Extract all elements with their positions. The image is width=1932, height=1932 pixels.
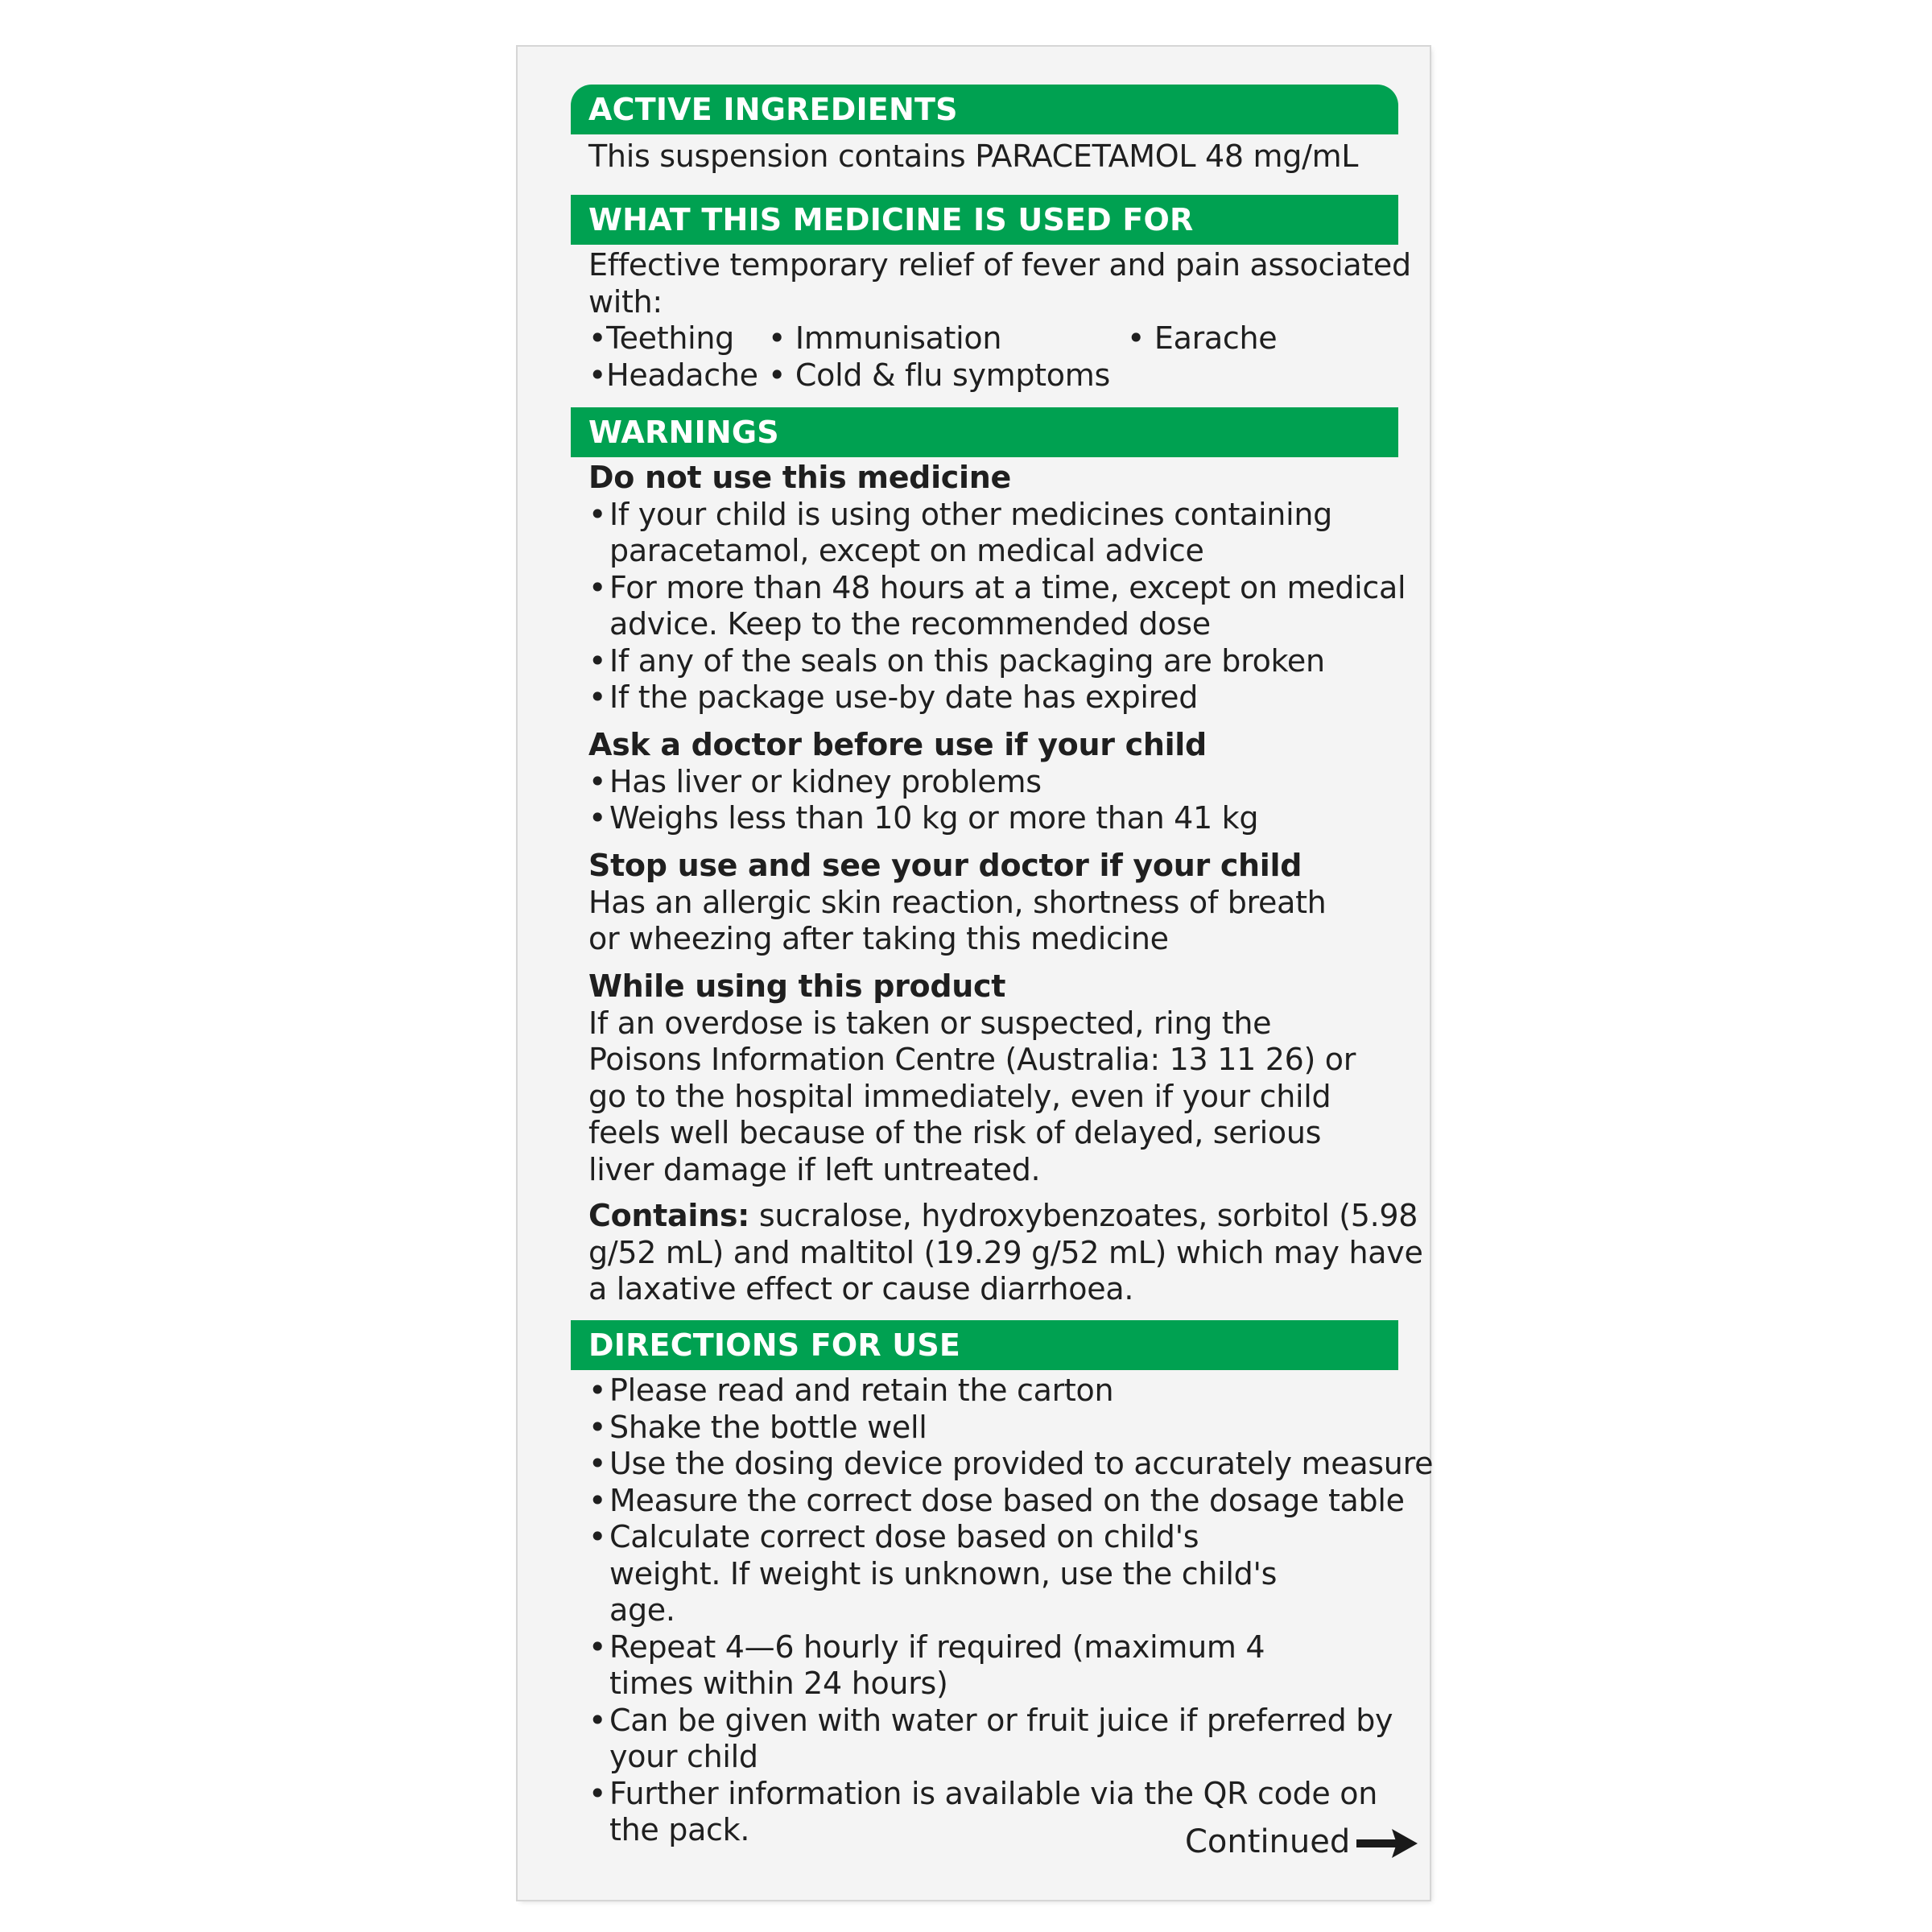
direction-item: • Repeat 4—6 hourly if required (maximum 4 times within 24 hours) bbox=[588, 1629, 1350, 1703]
use-item-teething: •Teething bbox=[588, 320, 734, 356]
ask-doctor-title: Ask a doctor before use if your child bbox=[588, 727, 1207, 762]
direction-item: • Please read and retain the carton bbox=[588, 1373, 1434, 1410]
do-not-use-item: • If the package use-by date has expired bbox=[588, 679, 1434, 716]
uses-intro bbox=[588, 247, 1434, 320]
contains-text: sucralose, hydroxybenzoates, sorbitol (5.98 g/52 mL) and maltitol (19.29 g/52 mL) which may have a laxative effect or cause diarrhoea. bbox=[588, 1198, 1423, 1307]
direction-item: • Further information is available via the QR code on the pack. bbox=[588, 1776, 1406, 1849]
use-item-headache: •Headache bbox=[588, 357, 758, 393]
direction-item: • Use the dosing device provided to accurately measure bbox=[588, 1446, 1434, 1483]
stop-use-title: Stop use and see your doctor if your child bbox=[588, 848, 1302, 883]
uses-heading: WHAT THIS MEDICINE IS USED FOR bbox=[571, 195, 1398, 245]
do-not-use-item: • If any of the seals on this packaging are broken bbox=[588, 643, 1434, 680]
direction-item: • Calculate correct dose based on child's weight. If weight is unknown, use the child's age. bbox=[588, 1519, 1318, 1629]
ask-doctor-section bbox=[588, 727, 1434, 837]
warnings-heading: WARNINGS bbox=[571, 407, 1398, 457]
use-item-cold-flu: • Cold & flu symptoms bbox=[768, 357, 1110, 393]
direction-item: • Can be given with water or fruit juice if preferred by your child bbox=[588, 1703, 1414, 1776]
directions-heading: DIRECTIONS FOR USE bbox=[571, 1320, 1398, 1370]
do-not-use-title: Do not use this medicine bbox=[588, 460, 1011, 495]
while-using-title: While using this product bbox=[588, 968, 1006, 1004]
right-arrow-icon bbox=[1355, 1827, 1419, 1861]
while-using-text: If an overdose is taken or suspected, ring the Poisons Information Centre (Australia: 13 11 26) or go to the hospital immediately, even if your child feels well because of the risk of delayed, serious liver damage if left untreated. bbox=[588, 1005, 1356, 1187]
stop-use-text: Has an allergic skin reaction, shortness of breath or wheezing after taking this medicine bbox=[588, 884, 1327, 956]
active-ingredients-text: This suspension contains PARACETAMOL 48 mg/mL bbox=[588, 138, 1359, 174]
contains-label: Contains: bbox=[588, 1198, 750, 1233]
directions-list bbox=[588, 1373, 1434, 1849]
ask-doctor-item: • Weighs less than 10 kg or more than 41 kg bbox=[588, 800, 1434, 837]
uses-intro-line2: with: bbox=[588, 283, 663, 320]
stop-use-section bbox=[588, 848, 1361, 958]
ask-doctor-item: • Has liver or kidney problems bbox=[588, 764, 1434, 801]
direction-item: • Measure the correct dose based on the dosage table bbox=[588, 1483, 1434, 1520]
while-using-section bbox=[588, 968, 1393, 1188]
contains-section bbox=[588, 1198, 1434, 1308]
do-not-use-item: • If your child is using other medicines containing paracetamol, except on medical advice bbox=[588, 497, 1366, 570]
continued-label: Continued bbox=[1185, 1823, 1351, 1860]
uses-intro-line1: Effective temporary relief of fever and pain associated bbox=[588, 247, 1411, 283]
do-not-use-section bbox=[588, 460, 1434, 716]
direction-item: • Shake the bottle well bbox=[588, 1410, 1434, 1447]
active-ingredients-heading: ACTIVE INGREDIENTS bbox=[571, 85, 1398, 134]
use-item-immunisation: • Immunisation bbox=[768, 320, 1002, 356]
use-item-earache: • Earache bbox=[1127, 320, 1278, 356]
do-not-use-item: • For more than 48 hours at a time, except on medical advice. Keep to the recommended dose bbox=[588, 570, 1422, 643]
label-panel bbox=[518, 47, 1434, 1900]
